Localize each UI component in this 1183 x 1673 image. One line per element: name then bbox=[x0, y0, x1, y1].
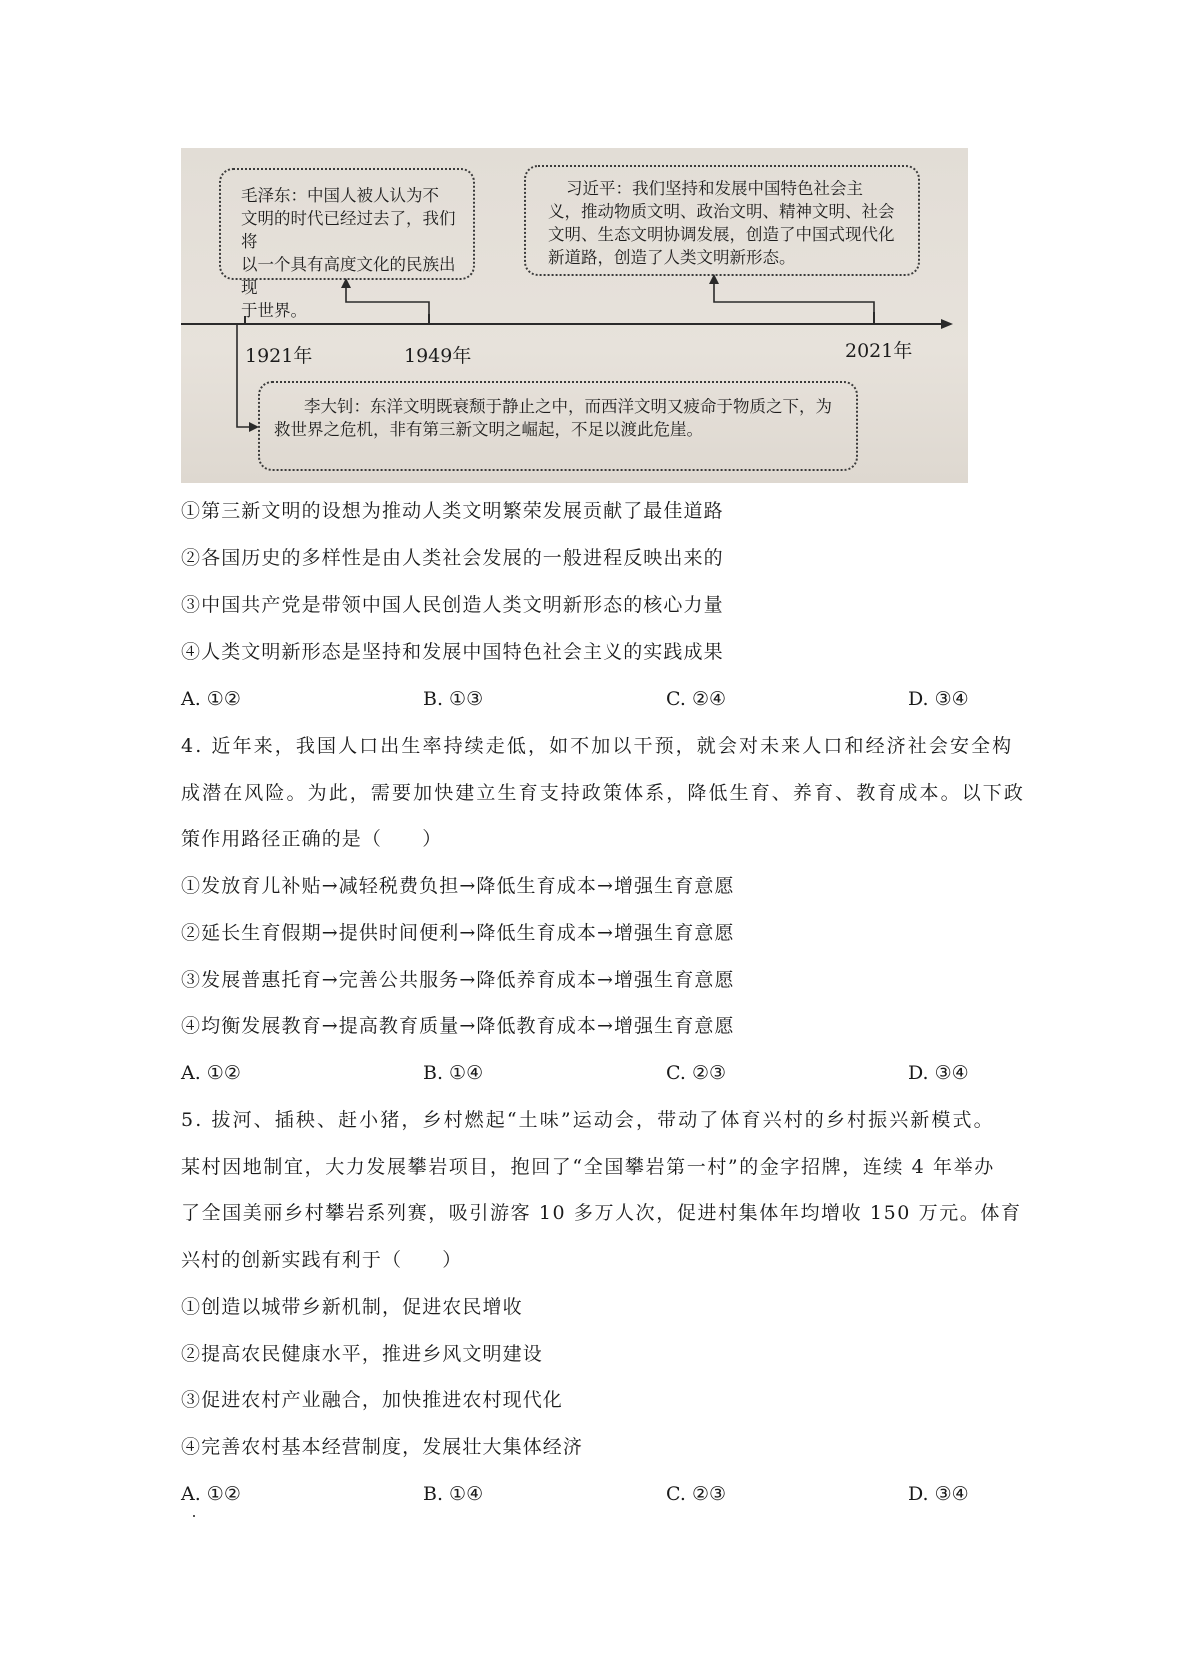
q3-statement: ②各国历史的多样性是由人类社会发展的一般进程反映出来的 bbox=[181, 547, 724, 569]
q4-statement: ④均衡发展教育→提高教育质量→降低教育成本→增强生育意愿 bbox=[181, 1015, 735, 1037]
connector-1921 bbox=[237, 324, 251, 427]
quote-mao-line: 于世界。 bbox=[241, 301, 307, 320]
q5-option-d: D. ③④ bbox=[908, 1483, 969, 1505]
q4-statement: ①发放育儿补贴→减轻税费负担→降低生育成本→增强生育意愿 bbox=[181, 875, 735, 897]
year-label-1921: 1921年 bbox=[245, 345, 313, 367]
quote-mao-line: 文明的时代已经过去了，我们将 bbox=[241, 209, 456, 251]
q3-statement: ①第三新文明的设想为推动人类文明繁荣发展贡献了最佳道路 bbox=[181, 500, 724, 522]
q4-option-c: C. ②③ bbox=[666, 1062, 727, 1084]
q5-stem-line: 兴村的创新实践有利于（ ） bbox=[181, 1249, 463, 1271]
stray-dot bbox=[193, 1515, 195, 1517]
q4-option-b: B. ①④ bbox=[423, 1062, 484, 1084]
q4-statement: ③发展普惠托育→完善公共服务→降低养育成本→增强生育意愿 bbox=[181, 969, 735, 991]
q3-option-b: B. ①③ bbox=[423, 688, 484, 710]
quote-box-mao bbox=[219, 168, 475, 320]
q4-stem-line: 策作用路径正确的是（ ） bbox=[181, 828, 443, 850]
quote-xi-line: 习近平：我们坚持和发展中国特色社会主 bbox=[566, 179, 863, 198]
q5-statement: ①创造以城带乡新机制，促进农民增收 bbox=[181, 1296, 523, 1318]
q3-option-d: D. ③④ bbox=[908, 688, 969, 710]
q5-statement: ④完善农村基本经营制度，发展壮大集体经济 bbox=[181, 1436, 584, 1458]
q5-option-b: B. ①④ bbox=[423, 1483, 484, 1505]
q3-option-a: A. ①② bbox=[181, 688, 241, 710]
q3-option-c: C. ②④ bbox=[666, 688, 727, 710]
q5-stem-line: 了全国美丽乡村攀岩系列赛，吸引游客 10 多万人次，促进村集体年均增收 150 万元。体育 bbox=[181, 1202, 1022, 1224]
q4-option-d: D. ③④ bbox=[908, 1062, 969, 1084]
q5-stem-line: 5. 拔河、插秧、赶小猪，乡村燃起“土味”运动会，带动了体育兴村的乡村振兴新模式。 bbox=[181, 1109, 995, 1131]
q4-option-a: A. ①② bbox=[181, 1062, 241, 1084]
quote-box-xi bbox=[524, 165, 920, 276]
q5-statement: ③促进农村产业融合，加快推进农村现代化 bbox=[181, 1389, 563, 1411]
q5-statement: ②提高农民健康水平，推进乡风文明建设 bbox=[181, 1343, 543, 1365]
quote-mao-line: 以一个具有高度文化的民族出现 bbox=[241, 255, 456, 297]
q3-statement: ④人类文明新形态是坚持和发展中国特色社会主义的实践成果 bbox=[181, 641, 724, 663]
quote-mao-line: 毛泽东：中国人被人认为不 bbox=[241, 186, 439, 205]
q4-stem-line: 4. 近年来，我国人口出生率持续走低，如不加以干预，就会对未来人口和经济社会安全构 bbox=[181, 735, 1014, 757]
year-label-1949: 1949年 bbox=[404, 345, 472, 367]
axis-arrowhead bbox=[941, 319, 953, 329]
quote-xi-line: 义，推动物质文明、政治文明、精神文明、社会 bbox=[548, 202, 895, 221]
q5-option-a: A. ①② bbox=[181, 1483, 241, 1505]
quote-xi-line: 文明、生态文明协调发展，创造了中国式现代化 bbox=[548, 225, 895, 244]
q3-statement: ③中国共产党是带领中国人民创造人类文明新形态的核心力量 bbox=[181, 594, 724, 616]
q5-option-c: C. ②③ bbox=[666, 1483, 727, 1505]
quote-xi-line: 新道路，创造了人类文明新形态。 bbox=[548, 248, 796, 267]
q5-stem-line: 某村因地制宜，大力发展攀岩项目，抱回了“全国攀岩第一村”的金字招牌，连续 4 年举办 bbox=[181, 1156, 995, 1178]
year-label-2021: 2021年 bbox=[845, 340, 913, 362]
connector-2021 bbox=[714, 282, 874, 312]
q4-stem-line: 成潜在风险。为此，需要加快建立生育支持政策体系，降低生育、养育、教育成本。以下政 bbox=[181, 782, 1026, 804]
q4-statement: ②延长生育假期→提供时间便利→降低生育成本→增强生育意愿 bbox=[181, 922, 735, 944]
quote-box-li: 李大钊：东洋文明既衰颓于静止之中，而西洋文明又疲命于物质之下，为救世界之危机，非有第三新文明之崛起，不足以渡此危崖。 bbox=[258, 381, 858, 471]
timeline-figure bbox=[181, 148, 968, 483]
